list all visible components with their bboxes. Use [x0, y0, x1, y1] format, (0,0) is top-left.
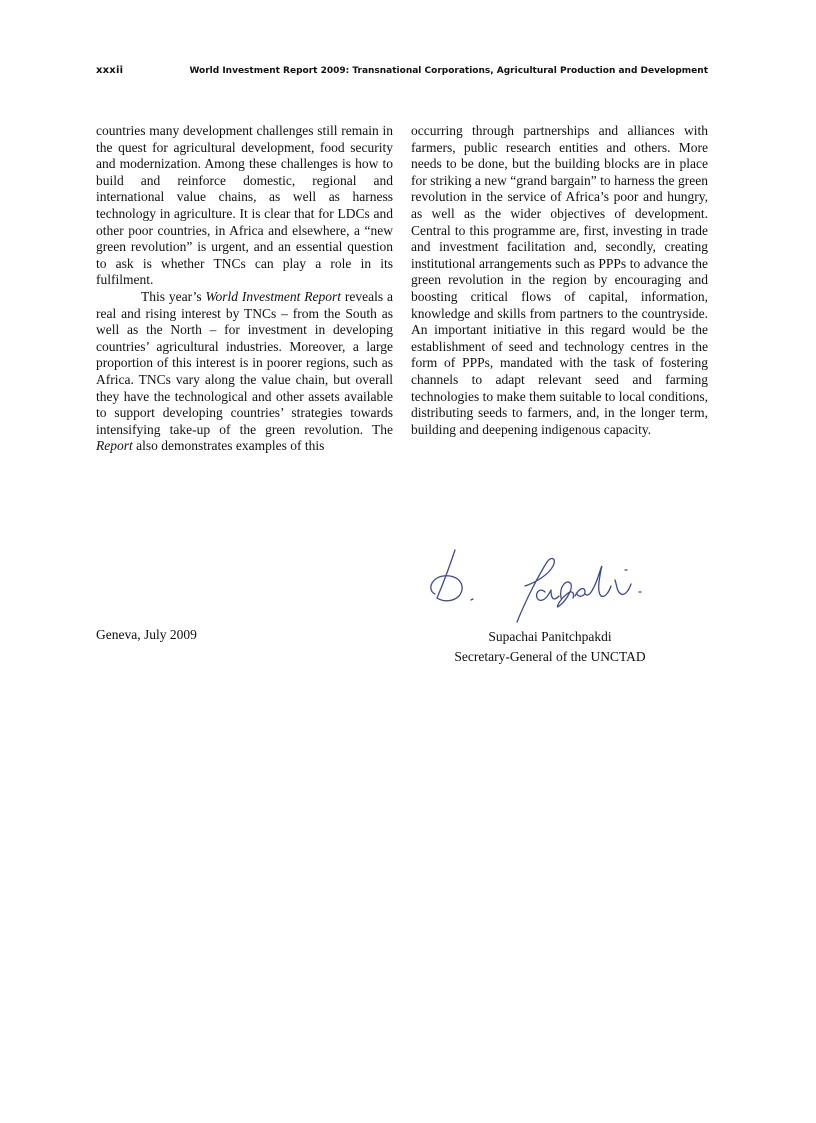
page-number: xxxii [96, 65, 124, 76]
signature-strokes [431, 550, 641, 622]
signatory-name: Supachai Panitchpakdi [488, 629, 612, 644]
paragraph-3: occurring through partnerships and alliances with farmers, public research entities and others. More needs to be done, but the building blocks are in place for striking a new “grand bargain” to harness the green revolution in the service of Africa’s poor and hungry, as well as the wider objectives of development. Central to this programme are, first, investing in trade and investment facilitation and, secondly, creating institutional arrangements such as PPPs to advance the green revolution in the region by encouraging and boosting critical flows of capital, information, knowledge and skills from partners to the countryside. An important initiative in this regard would be the establishment of seed and technology centres in the form of PPPs, mandated with the task of fostering channels to adapt relevant seed and farming technologies to make them suitable to local conditions, distributing seeds to farmers, and, in the longer term, building and deepening indigenous capacity. [411, 123, 708, 437]
running-title: World Investment Report 2009: Transnational Corporations, Agricultural Production and Development [189, 66, 708, 76]
wir-title: World Investment Report [205, 288, 342, 304]
handwritten-signature [425, 540, 675, 626]
page-header [96, 65, 708, 81]
paragraph-2: This year’s World Investment Report reveals a real and rising interest by TNCs – from the South as well as the North – for investment in developing countries’ agricultural industries. Moreover, a large proportion of this interest is in poorer regions, such as Africa. TNCs vary along the value chain, but overall they have the technological and other assets available to support developing countries’ strategies towards intensifying take-up of the green revolution. The Report also demonstrates examples of this [96, 288, 393, 454]
report-title: Report [96, 438, 133, 454]
signatory-title: Secretary-General of the UNCTAD [454, 649, 646, 664]
place-and-date: Geneva, July 2009 [96, 627, 197, 642]
signatory-block [420, 627, 680, 667]
left-column [96, 123, 393, 455]
right-column [411, 123, 708, 438]
paragraph-1: countries many development challenges still remain in the quest for agricultural development, food security and modernization. Among these challenges is how to build and reinforce domestic, regional and international value chains, as well as harness technology in agriculture. It is clear that for LDCs and other poor countries, in Africa and elsewhere, a “new green revolution” is urgent, and an essential question to ask is whether TNCs can play a role in its fulfilment. [96, 123, 393, 288]
